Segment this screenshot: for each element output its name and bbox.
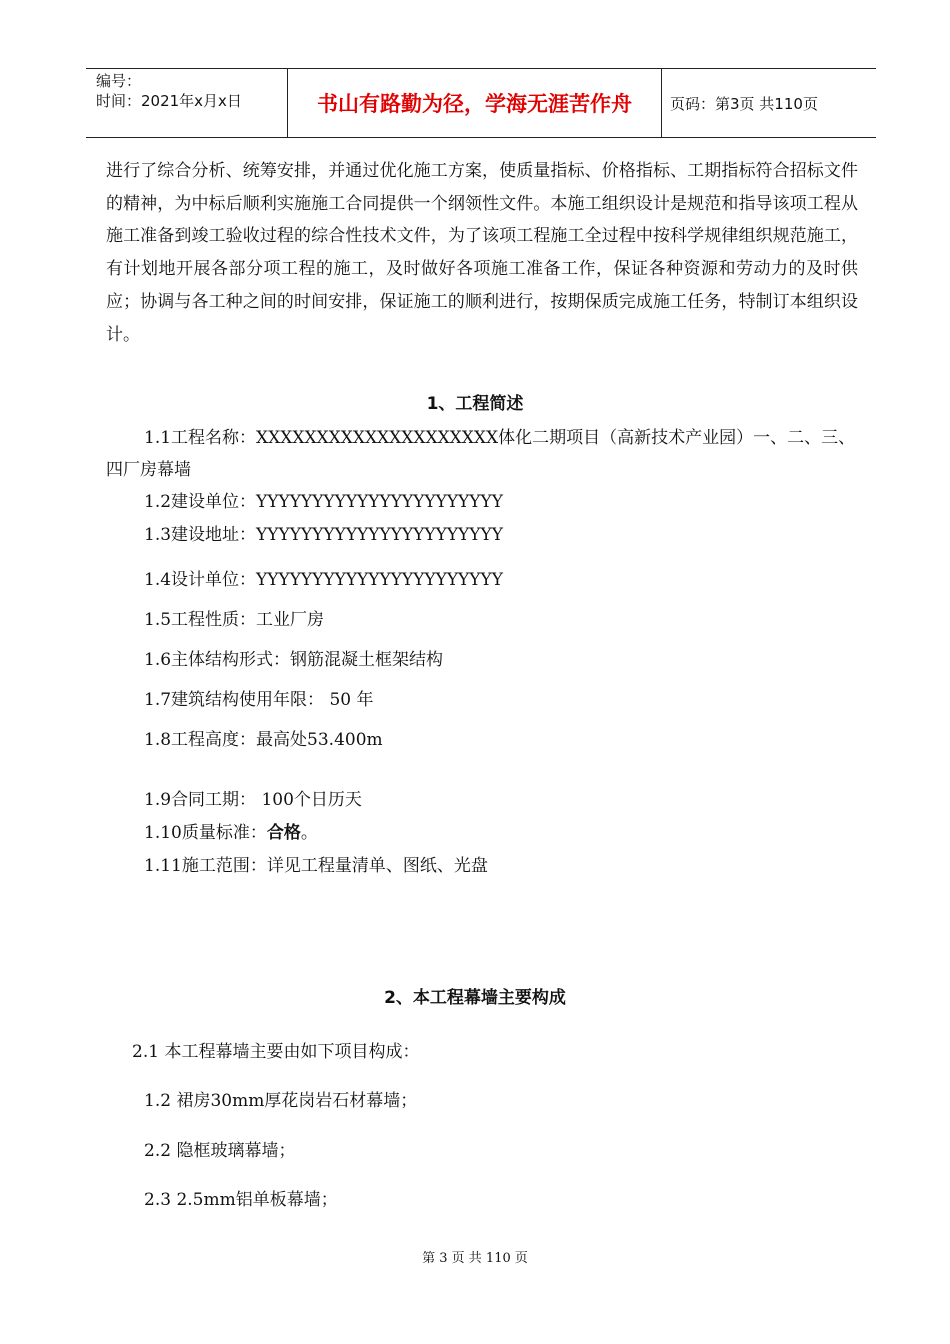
section2-item1: 2.1 本工程幕墙主要由如下项目构成： — [132, 1042, 420, 1062]
intro-paragraph: 进行了综合分析、统筹安排，并通过优化施工方案，使质量指标、价格指标、工期指标符合招标文件的精神，为中标后顺利实施施工合同提供一个纲领性文件。本施工组织设计是规范和指导该项工程从施工准备到竣工验收过程的综合性技术文件，为了该项工程施工全过程中按科学规律组织规范施工，有计划地开展各部分项工程的施工，及时做好各项施工准备工作，保证各种资源和劳动力的及时供应；协调与各工种之间的时间安排，保证施工的顺利进行，按期保质完成施工任务，特制订本组织设计。 — [106, 161, 858, 345]
item10-value: 合格 — [266, 823, 301, 843]
section1-item2: 1.2建设单位：YYYYYYYYYYYYYYYYYYYYYY — [144, 492, 503, 512]
section1-item11: 1.11施工范围：详见工程量清单、图纸、光盘 — [144, 856, 488, 876]
item10-prefix: 1.10质量标准： — [144, 823, 267, 843]
section1-item7: 1.7建筑结构使用年限： 50 年 — [144, 690, 374, 710]
section1-item6: 1.6主体结构形式：钢筋混凝土框架结构 — [144, 650, 444, 670]
section1-title: 1、工程简述 — [426, 394, 524, 414]
header-meta — [86, 69, 288, 137]
section2-item4: 2.3 2.5mm铝单板幕墙； — [144, 1190, 338, 1210]
header-page-label: 页码：第3页 共110页 — [670, 94, 818, 113]
item10-suffix: 。 — [300, 823, 318, 843]
section1-item4: 1.4设计单位：YYYYYYYYYYYYYYYYYYYYYY — [144, 570, 503, 590]
section1-item10 — [144, 818, 318, 843]
section1-item5: 1.5工程性质：工业厂房 — [144, 610, 325, 630]
section1-item3: 1.3建设地址：YYYYYYYYYYYYYYYYYYYYYY — [144, 525, 503, 545]
time-label: 时间：2021年x月x日 — [96, 92, 242, 110]
page-header — [86, 68, 876, 138]
section2-item3: 2.2 隐框玻璃幕墙； — [144, 1141, 296, 1161]
page-footer: 第 3 页 共 110 页 — [422, 1251, 528, 1266]
number-label: 编号： — [96, 72, 142, 90]
section1-item8: 1.8工程高度：最高处53.400m — [144, 730, 383, 750]
section1-item9: 1.9合同工期： 100个日历天 — [144, 790, 362, 810]
section1-item1-line1: 1.1工程名称：XXXXXXXXXXXXXXXXXXXX体化二期项目（高新技术产业园）一、二、三、 — [144, 428, 856, 448]
section2-item2: 1.2 裙房30mm厚花岗岩石材幕墙； — [144, 1091, 418, 1111]
header-motto: 书山有路勤为径，学海无涯苦作舟 — [288, 69, 662, 137]
section1-item1-line2: 四厂房幕墙 — [106, 460, 191, 480]
section2-title: 2、本工程幕墙主要构成 — [384, 988, 566, 1008]
